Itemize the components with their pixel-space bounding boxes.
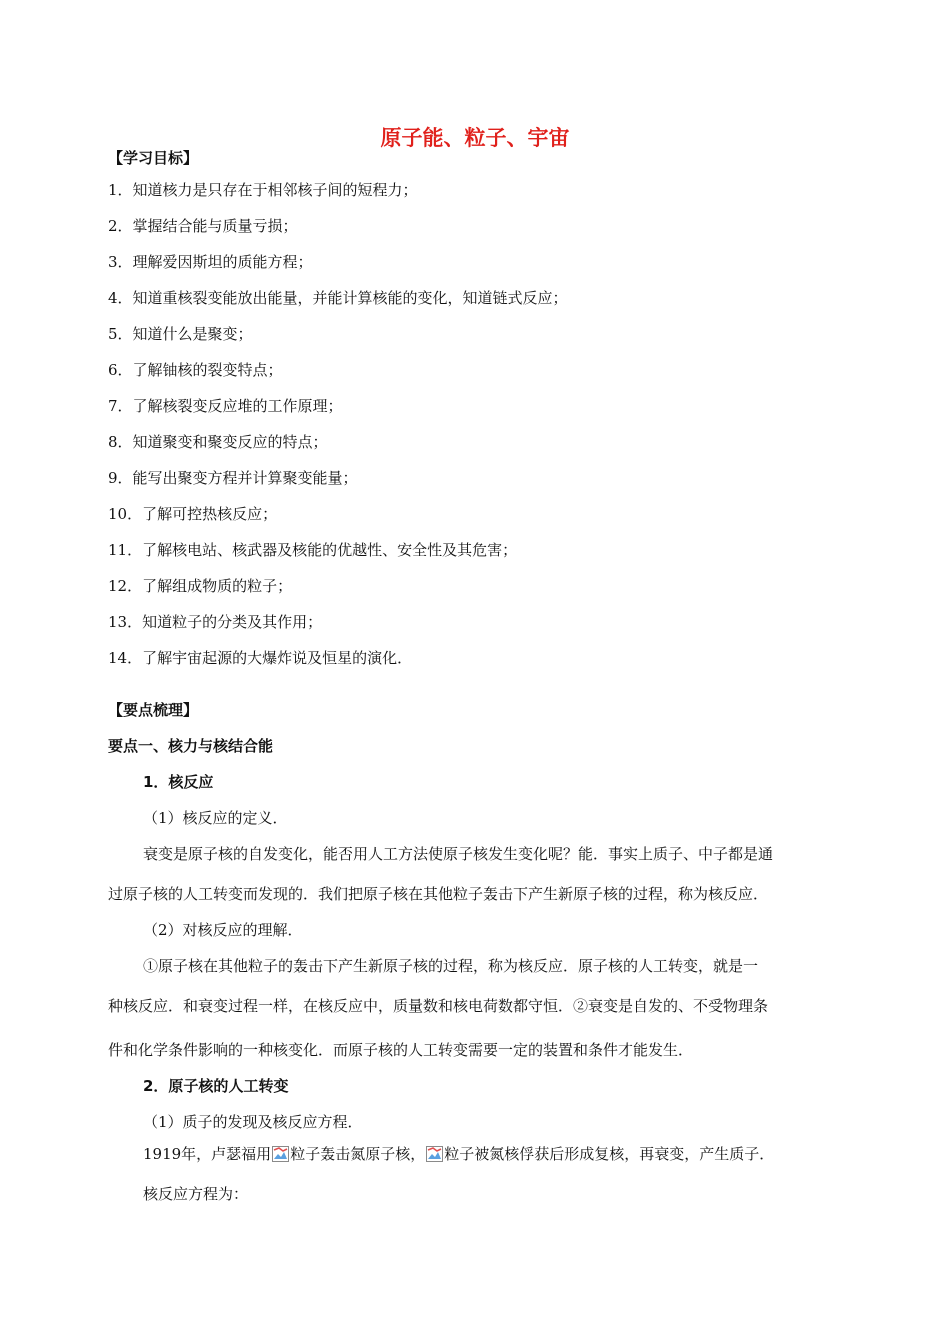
page-title: 原子能、粒子、宇宙 (380, 126, 570, 150)
point1-heading: 要点一、核力与核结合能 (108, 737, 274, 755)
goal-item: 9．能写出聚变方程并计算聚变能量； (108, 469, 358, 487)
text-run: 粒子被氮核俘获后形成复核，再衰变，产生质子． (444, 1145, 775, 1163)
goals-heading: 【学习目标】 (108, 149, 199, 167)
rutherford-line (143, 1144, 774, 1164)
paragraph-line: 衰变是原子核的自发变化，能否用人工方法使原子核发生变化呢？能．事实上质子、中子都是通 (143, 845, 774, 863)
goal-item: 10．了解可控热核反应； (108, 505, 278, 523)
paragraph-line: 件和化学条件影响的一种核变化．而原子核的人工转变需要一定的装置和条件才能发生． (108, 1041, 694, 1059)
goal-item: 14．了解宇宙起源的大爆炸说及恒星的演化． (108, 649, 413, 667)
section-heading: 2．原子核的人工转变 (143, 1077, 289, 1095)
broken-image-icon (426, 1146, 443, 1162)
text-run: 1919年，卢瑟福用 (143, 1145, 272, 1163)
goal-item: 5．知道什么是聚变； (108, 325, 253, 343)
goal-item: 1．知道核力是只存在于相邻核子间的短程力； (108, 181, 418, 199)
broken-image-icon (272, 1146, 289, 1162)
subsection-heading: （1）质子的发现及核反应方程． (143, 1113, 363, 1131)
goal-item: 12．了解组成物质的粒子； (108, 577, 293, 595)
goal-item: 13．知道粒子的分类及其作用； (108, 613, 323, 631)
goal-item: 8．知道聚变和聚变反应的特点； (108, 433, 328, 451)
text-run: 粒子轰击氮原子核， (290, 1145, 426, 1163)
paragraph-line: ①原子核在其他粒子的轰击下产生新原子核的过程，称为核反应．原子核的人工转变，就是一 (143, 957, 759, 975)
subsection-heading: （2）对核反应的理解． (143, 921, 303, 939)
goal-item: 6．了解铀核的裂变特点； (108, 361, 283, 379)
goal-item: 3．理解爱因斯坦的质能方程； (108, 253, 313, 271)
paragraph-line: 过原子核的人工转变而发现的．我们把原子核在其他粒子轰击下产生新原子核的过程，称为核反应． (108, 885, 769, 903)
goal-item: 11．了解核电站、核武器及核能的优越性、安全性及其危害； (108, 541, 518, 559)
summary-heading: 【要点梳理】 (108, 701, 199, 719)
paragraph-line: 种核反应．和衰变过程一样，在核反应中，质量数和核电荷数都守恒．②衰变是自发的、不受物理条 (108, 997, 769, 1015)
subsection-heading: （1）核反应的定义． (143, 809, 288, 827)
goal-item: 7．了解核裂变反应堆的工作原理； (108, 397, 343, 415)
section-heading: 1．核反应 (143, 773, 214, 791)
goal-item: 4．知道重核裂变能放出能量，并能计算核能的变化，知道链式反应； (108, 289, 568, 307)
equation-label: 核反应方程为： (143, 1185, 249, 1203)
goal-item: 2．掌握结合能与质量亏损； (108, 217, 298, 235)
